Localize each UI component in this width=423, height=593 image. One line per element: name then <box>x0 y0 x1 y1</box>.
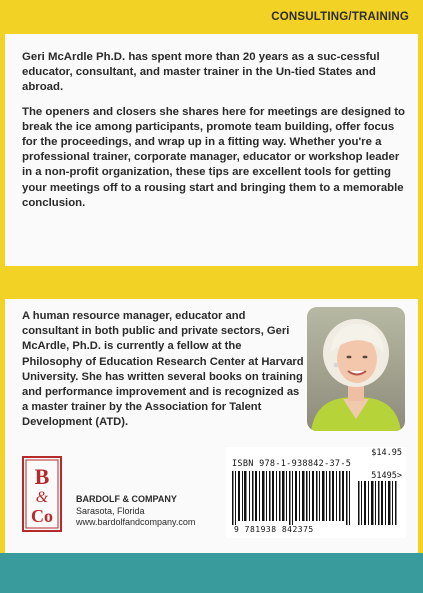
publisher-logo-mark <box>22 456 62 532</box>
barcode-icon <box>228 471 404 525</box>
description-paragraph-1: Geri McArdle Ph.D. has spent more than 20 years as a suc-cessful educator, consultant, and master trainer in the Un-tied States and abroad. <box>22 51 380 94</box>
category-label: CONSULTING/TRAINING <box>271 11 409 23</box>
svg-text:Co: Co <box>31 506 53 526</box>
left-border <box>0 34 5 585</box>
middle-yellow-band <box>0 266 423 299</box>
price-addon-code: 51495> <box>371 471 402 481</box>
description-paragraph-2: The openers and closers she shares here for meetings are designed to break the ice among participants, promote team building, offer focus for the proceedings, and wrap up in a fitting way. Whether you're a professional trainer, corporate manager, educator or workshop leader in a non-profit organization, these tips are excellent tools for getting your meetings off to a rousing start and bringing them to a memorable conclusion. <box>22 105 405 209</box>
publisher-logo <box>22 456 62 532</box>
svg-text:B: B <box>34 464 50 489</box>
barcode-panel <box>226 447 406 538</box>
publisher-city: Sarasota, Florida <box>76 506 145 516</box>
author-bio: A human resource manager, educator and consultant in both public and private sectors, Geri McArdle, Ph.D. is currently a fellow at the Philosophy of Education Research Center at Harvard University. She has written several books on training and performance improvement and is recognized as a master trainer by the Association for Talent Development (ATD). <box>22 310 304 429</box>
bottom-teal-band <box>0 553 423 593</box>
isbn-label: ISBN 978-1-938842-37-5 <box>232 459 352 469</box>
publisher-website: www.bardolfandcompany.com <box>76 517 196 527</box>
publisher-name: BARDOLF & COMPANY <box>76 494 177 504</box>
author-portrait-image <box>307 307 405 431</box>
author-photo <box>307 307 405 431</box>
svg-text:&: & <box>35 489 49 506</box>
price-label: $14.95 <box>371 448 402 458</box>
top-yellow-band <box>0 0 423 34</box>
book-description <box>22 50 410 220</box>
barcode-number: 9 781938 842375 <box>234 525 314 534</box>
right-border <box>418 34 423 585</box>
